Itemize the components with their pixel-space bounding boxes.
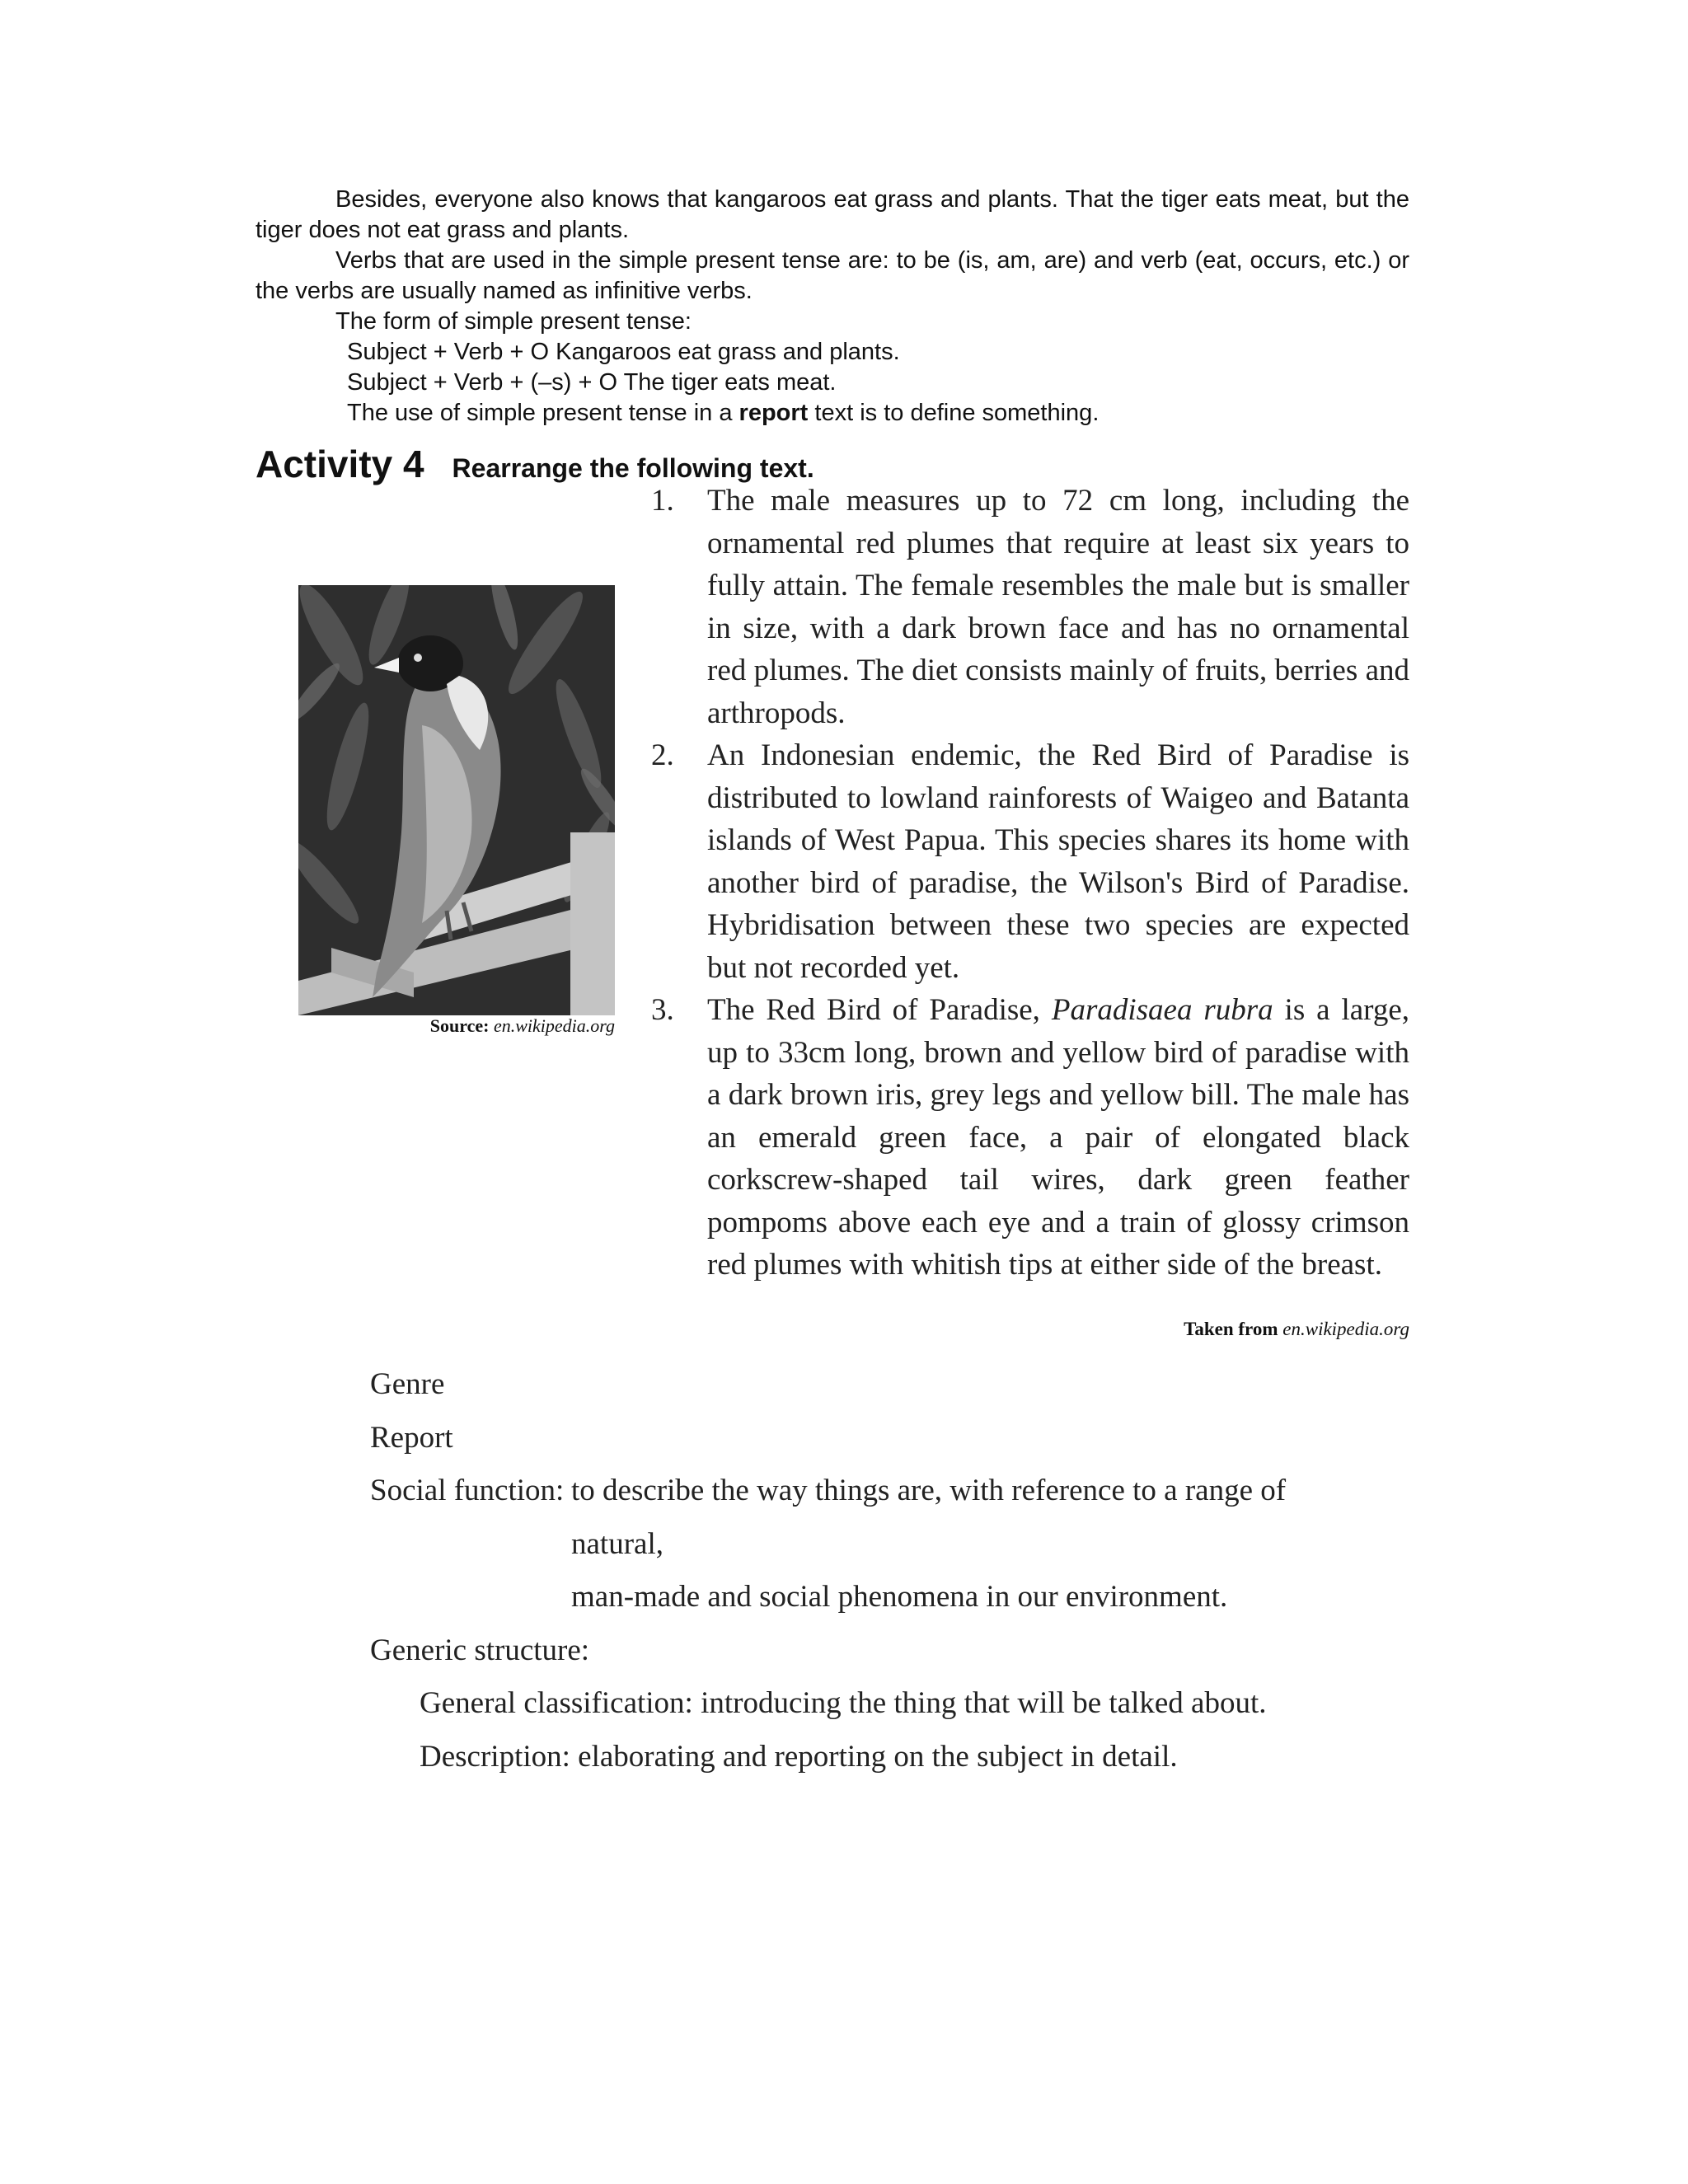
formula-line-3	[256, 398, 1409, 429]
social-function-row	[370, 1465, 1359, 1571]
photo-caption-label: Source:	[429, 1015, 490, 1036]
activity-instruction: Rearrange the following text.	[452, 453, 814, 483]
intro-paragraph-2: Verbs that are used in the simple present tense are: to be (is, am, are) and verb (eat, occurs, etc.) or the verbs are usually named as infinitive verbs.	[256, 247, 1409, 304]
source-attribution-label: Taken from	[1184, 1319, 1278, 1339]
list-item	[651, 989, 1409, 1286]
general-classification: General classification: introducing the thing that will be talked about.	[420, 1686, 1267, 1720]
source-attribution-link: en.wikipedia.org	[1282, 1319, 1409, 1339]
description: Description: elaborating and reporting on the subject in detail.	[420, 1739, 1178, 1774]
generic-structure-label: Generic structure:	[370, 1633, 590, 1667]
list-item	[651, 480, 1409, 734]
genre-section	[370, 1358, 1359, 1783]
paragraph-list	[651, 480, 1409, 1286]
formula-line-3-pre: The use of simple present tense in a	[347, 400, 739, 426]
formula-line-3-post: text is to define something.	[808, 400, 1100, 426]
photo-caption	[298, 1015, 615, 1037]
list-item-text: The male measures up to 72 cm long, including the ornamental red plumes that require at least six years to fully attain. The female resembles the male but is smaller in size, with a dark brown face and has no ornamental red plumes. The diet consists mainly of fruits, berries and arthropods.	[707, 484, 1409, 730]
social-function-label: Social function:	[370, 1474, 565, 1507]
list-item-text-post: is a large, up to 33cm long, brown and yellow bird of paradise with a dark brown iris, grey legs and yellow bill. The male has an emerald green face, a pair of elongated black corkscrew-shaped tail wires, dark green feather pompoms above each eye and a train of glossy crimson red plumes with whitish tips at either side of the breast.	[707, 993, 1409, 1282]
formula-line-3-bold: report	[738, 400, 809, 426]
list-item-number: 2.	[651, 738, 674, 772]
genre-heading: Genre	[370, 1367, 445, 1401]
intro-paragraph-1: Besides, everyone also knows that kangaroos eat grass and plants. That the tiger eats meat, but the tiger does not eat grass and plants.	[256, 186, 1409, 243]
species-name: Paradisaea rubra	[1051, 993, 1273, 1027]
list-item-number: 1.	[651, 484, 674, 518]
source-attribution	[989, 1319, 1409, 1340]
formula-line-1: Subject + Verb + O Kangaroos eat grass and plants.	[347, 339, 900, 365]
list-item-text: An Indonesian endemic, the Red Bird of Paradise is distributed to lowland rainforests of Waigeo and Batanta islands of West Papua. This species shares its home with another bird of paradise, the Wilson's Bird of Paradise. Hybridisation between these two species are expected but not recorded yet.	[707, 738, 1409, 985]
list-item-number: 3.	[651, 993, 674, 1027]
list-item	[651, 734, 1409, 989]
intro-section	[256, 185, 1409, 429]
photo-caption-source: en.wikipedia.org	[493, 1015, 615, 1036]
formula-line-2: Subject + Verb + (–s) + O The tiger eats meat.	[347, 369, 837, 396]
bird-illustration	[298, 585, 615, 1015]
list-item-text	[707, 989, 1409, 1286]
bird-photo	[298, 585, 615, 1015]
intro-paragraph-3: The form of simple present tense:	[335, 308, 692, 335]
list-item-text-pre: The Red Bird of Paradise,	[707, 993, 1052, 1027]
social-function-line-2: man-made and social phenomena in our environment.	[571, 1580, 1228, 1614]
activity-number: Activity 4	[256, 443, 424, 485]
social-function-line-1: to describe the way things are, with reference to a range of natural,	[571, 1474, 1287, 1561]
genre-type: Report	[370, 1420, 453, 1455]
